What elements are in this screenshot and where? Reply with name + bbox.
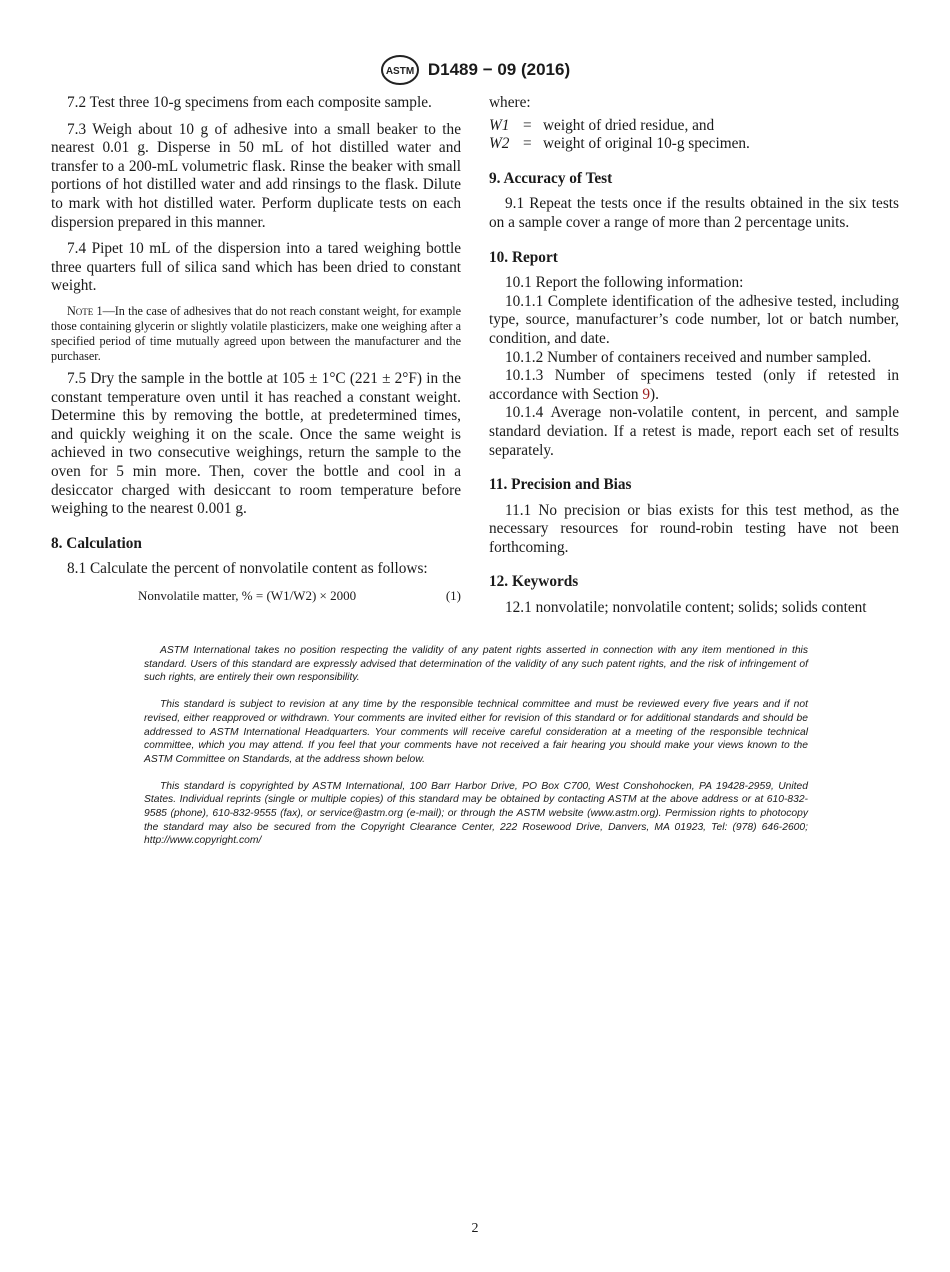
note-1 bbox=[51, 304, 461, 364]
equation-number: (1) bbox=[445, 587, 461, 603]
definition-w2 bbox=[489, 135, 899, 154]
left-column bbox=[51, 94, 461, 605]
where-label: where: bbox=[489, 94, 531, 111]
definition-w1-text: weight of dried residue, and bbox=[543, 116, 715, 134]
paragraph-10-1: 10.1 Report the following information: bbox=[505, 274, 744, 292]
footer-copyright-notice: This standard is copyrighted by ASTM International, 100 Barr Harbor Drive, PO Box C700, West Conshohocken, PA 19428-2959, United States. Individual reprints (single or multiple copies) of this standard may be obtained by contacting ASTM at the above address or at 610-832-9585 (phone), 610-832-9555 (fax), or service@astm.org (e-mail); or through the ASTM website (www.astm.org). Permission rights to photocopy the standard may also be secured from the Copyright Clearance Center, 222 Rosewood Drive, Danvers, MA 01923, Tel: (978) 646-2600; http://www.copyright.com/ bbox=[144, 780, 808, 847]
section-9-link[interactable]: 9 bbox=[642, 385, 650, 403]
section-heading-8: 8. Calculation bbox=[51, 534, 142, 552]
variable-definitions bbox=[489, 117, 899, 154]
section-heading-11: 11. Precision and Bias bbox=[489, 476, 632, 494]
paragraph-7-5: 7.5 Dry the sample in the bottle at 105 ± 1°C (221 ± 2°F) in the constant temperature oven until it has reached a constant weight. Determine this by removing the bottle, at predetermined times, and quickly weighing it on the scale. Once the same weight is achieved in two consecutive weighings, return the sample to the oven for 5 min more. Then, cover the bottle and cool in a desiccator charged with desiccant to room temperature before weighing to the nearest 0.001 g. bbox=[51, 369, 461, 518]
paragraph-7-2: 7.2 Test three 10-g specimens from each composite sample. bbox=[67, 94, 432, 111]
paragraph-12-1: 12.1 nonvolatile; nonvolatile content; solids; solids content bbox=[505, 599, 867, 617]
astm-logo bbox=[380, 54, 420, 86]
equals-sign: = bbox=[523, 135, 532, 153]
footer-revision-notice: This standard is subject to revision at any time by the responsible technical committee and must be reviewed every five years and if not revised, either reapproved or withdrawn. Your comments are invited either for revision of this standard or for additional standards and should be addressed to ASTM International Headquarters. Your comments will receive careful consideration at a meeting of the responsible technical committee, which you may attend. If you feel that your comments have not received a fair hearing you should make your views known to the ASTM Committee on Standards, at the address shown below. bbox=[144, 699, 808, 765]
paragraph-7-3: 7.3 Weigh about 10 g of adhesive into a small beaker to the nearest 0.01 g. Disperse in 50 mL of hot distilled water and transfer to a 200-mL volumetric flask. Rinse the beaker with small portions of hot distilled water and add rinsings to the flask. Dilute to mark with hot distilled water. Perform duplicate tests on each dispersion prepared in this manner. bbox=[51, 120, 461, 231]
paragraph-10-1-2: 10.1.2 Number of containers received and number sampled. bbox=[505, 348, 872, 366]
symbol-w2: W2 bbox=[489, 135, 510, 153]
paragraph-8-1: 8.1 Calculate the percent of nonvolatile content as follows: bbox=[67, 560, 428, 578]
definition-w1 bbox=[489, 117, 899, 136]
note-text: —In the case of adhesives that do not reach constant weight, for example those containing glycerin or slightly volatile plasticizers, make one weighing after a specified period of time mutually agreed upon between the manufacturer and the purchaser. bbox=[51, 303, 461, 363]
page-number: 2 bbox=[471, 1221, 479, 1236]
paragraph-9-1: 9.1 Repeat the tests once if the results obtained in the six tests on a sample cover a range of more than 2 percentage units. bbox=[489, 195, 899, 231]
note-label: Note 1 bbox=[67, 303, 103, 318]
paragraph-11-1: 11.1 No precision or bias exists for this test method, as the necessary resources for round-robin testing have not been forthcoming. bbox=[489, 501, 899, 556]
equals-sign: = bbox=[523, 116, 532, 134]
page-header bbox=[0, 54, 950, 86]
paragraph-10-1-4: 10.1.4 Average non-volatile content, in percent, and sample standard deviation. If a retest is made, report each set of results separately. bbox=[489, 404, 899, 459]
equation-expression: Nonvolatile matter, % = (W1/W2) × 2000 bbox=[138, 587, 357, 603]
section-heading-9: 9. Accuracy of Test bbox=[489, 169, 613, 187]
paragraph-10-1-1: 10.1.1 Complete identification of the adhesive tested, including type, source, manufacturer’s code number, lot or batch number, condition, and date. bbox=[489, 292, 899, 347]
equation-1 bbox=[51, 587, 461, 606]
definition-w2-text: weight of original 10-g specimen. bbox=[543, 135, 750, 153]
footer-patent-notice: ASTM International takes no position respecting the validity of any patent rights asserted in connection with any item mentioned in this standard. Users of this standard are expressly advised that determination of the validity of any such patent rights, and the risk of infringement of such rights, are entirely their own responsibility. bbox=[144, 645, 808, 684]
right-column bbox=[489, 94, 899, 626]
section-heading-12: 12. Keywords bbox=[489, 573, 579, 591]
footer-notices bbox=[144, 644, 808, 861]
paragraph-10-1-3 bbox=[489, 367, 899, 404]
document-id: D1489 − 09 (2016) bbox=[427, 60, 571, 79]
paragraph-10-1-3-end: ). bbox=[649, 385, 659, 403]
section-heading-10: 10. Report bbox=[489, 248, 558, 266]
paragraph-7-4: 7.4 Pipet 10 mL of the dispersion into a tared weighing bottle three quarters full of silica sand which has been dried to constant weight. bbox=[51, 240, 461, 295]
symbol-w1: W1 bbox=[489, 116, 510, 134]
svg-text:ASTM: ASTM bbox=[385, 66, 415, 77]
paragraph-10-1-3-text: 10.1.3 Number of specimens tested (only if retested in accordance with Section bbox=[489, 367, 899, 403]
